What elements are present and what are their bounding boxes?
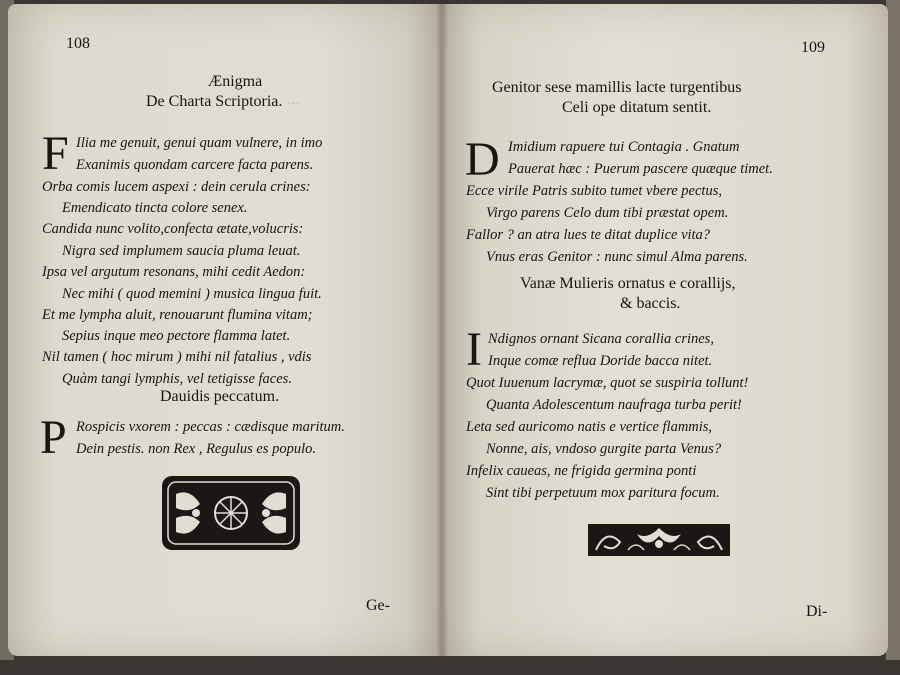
poem1-line: Ipsa vel argutum resonans, mihi cedit Aedon: [42,264,306,280]
drop-cap-d: D [465,133,500,186]
poem1-line: Nec mihi ( quod memini ) musica lingua fuit. [62,286,322,302]
poem4-line: Quot Iuuenum lacrymæ, quot se suspiria tollunt! [466,375,749,391]
right-cover-edge [886,0,900,660]
poem1-line: Orba comis lucem aspexi : dein cerula crines: [42,179,311,195]
poem2-line: Dein pestis. non Rex , Regulus es populo. [76,441,317,457]
poem3-line: Pauerat hæc : Puerum pascere quæque timet. [508,161,773,177]
printers-ornament-block [160,474,302,552]
poem3-line: Virgo parens Celo dum tibi præstat opem. [486,205,729,221]
poem3-line: Imidium rapuere tui Contagia . Gnatum [508,139,740,155]
genitor-heading-line2: Celi ope ditatum sentit. [562,99,712,116]
dauidis-heading: Dauidis peccatum. [160,388,280,405]
poem4-line: Inque comæ reflua Doride bacca nitet. [488,353,713,369]
enigma-subtitle: De Charta Scriptoria. [146,93,283,110]
drop-cap-f: F [42,127,69,180]
bleed-through-text: … [288,92,300,107]
poem3-line: Ecce virile Patris subito tumet vbere pectus, [466,183,722,199]
vanae-heading-line1: Vanæ Mulieris ornatus e corallijs, [520,275,736,292]
catchword-right: Di- [806,603,828,620]
catchword-left: Ge- [366,597,390,614]
page-number-left: 108 [66,35,90,52]
poem1-line: Sepius inque meo pectore flamma latet. [62,328,291,344]
poem4-line: Sint tibi perpetuum mox paritura focum. [486,485,720,501]
poem1-line: Emendicato tincta colore senex. [62,200,248,216]
poem1-line: Et me lympha aluit, renouarunt flumina vitam; [42,307,313,323]
poem1-line: Candida nunc volito,confecta ætate,volucris: [42,221,304,237]
drop-cap-p: P [40,411,67,464]
page-number-right: 109 [801,39,825,56]
poem4-line: Infelix caueas, ne frigida germina ponti [466,463,697,479]
poem1-line: Quàm tangi lymphis, vel tetigisse faces. [62,371,292,387]
poem4-line: Quanta Adolescentum naufraga turba perit! [486,397,742,413]
drop-cap-i: I [466,323,482,376]
poem3-line: Fallor ? an atra lues te ditat duplice vita? [466,227,711,243]
vanae-heading-line2: & baccis. [620,295,681,312]
genitor-heading-line1: Genitor sese mamillis lacte turgentibus [492,79,742,96]
poem2-line: Rospicis vxorem : peccas : cædisque maritum. [76,419,345,435]
book-gutter [436,4,448,656]
poem4-line: Leta sed auricomo natis e vertice flammis, [466,419,713,435]
poem4-line: Ndignos ornant Sicana corallia crines, [488,331,714,347]
poem3-line: Vnus eras Genitor : nunc simul Alma parens. [486,249,748,265]
enigma-title: Ænigma [208,73,263,90]
poem4-line: Nonne, ais, vndoso gurgite parta Venus? [486,441,722,457]
poem1-line: Nil tamen ( hoc mirum ) mihi nil fatalius , vdis [42,349,312,365]
poem1-line: Ilia me genuit, genui quam vulnere, in imo [76,135,323,151]
poem1-line: Exanimis quondam carcere facta parens. [76,157,314,173]
poem1-line: Nigra sed implumem saucia pluma leuat. [62,243,301,259]
printers-ornament-band [588,520,730,558]
